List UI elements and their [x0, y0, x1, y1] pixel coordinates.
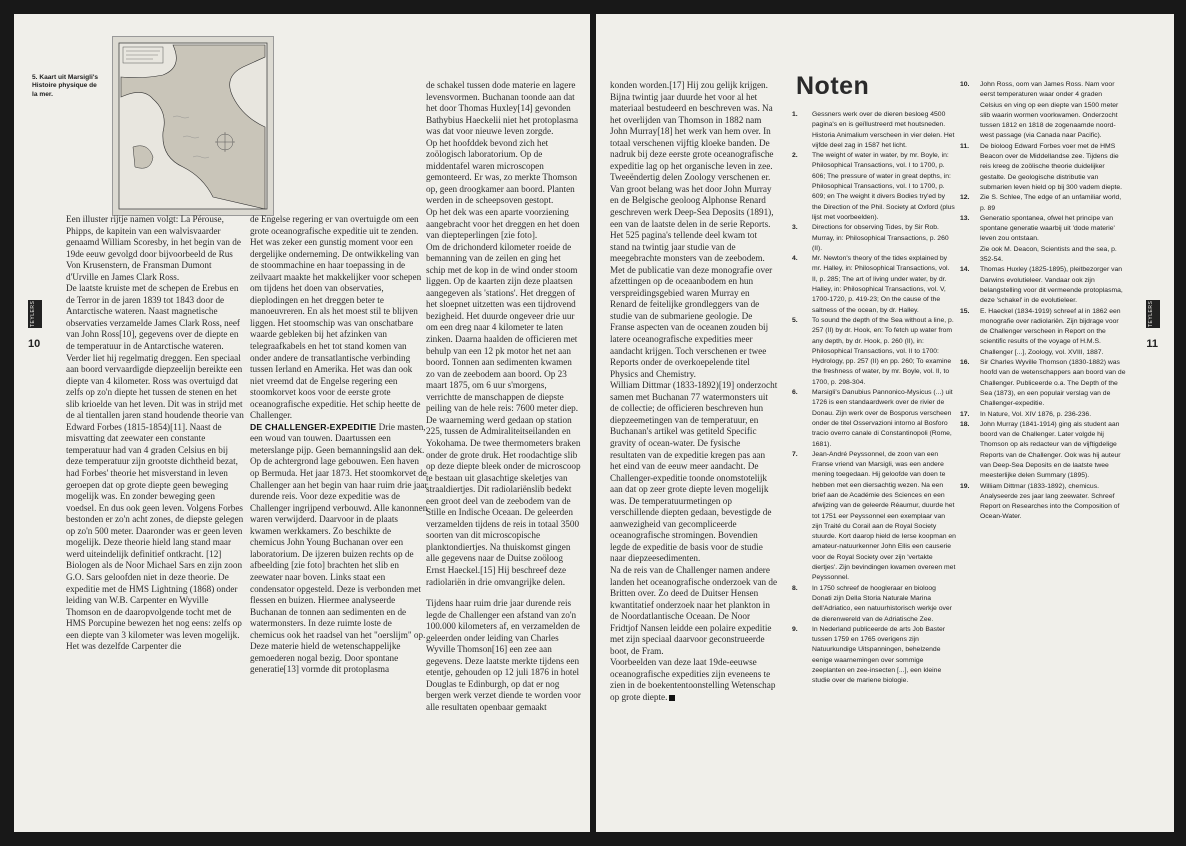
- end-mark-icon: [669, 695, 675, 701]
- note-item: [960, 265, 1126, 306]
- note-number: 13.: [960, 214, 970, 222]
- left-page: [14, 14, 590, 832]
- body-text: de schakel tussen dode materie en lagere levensvormen. Buchanan toonde aan dat het door Thomas Huxley[14] gevonden Bathybius Haeckelii niet het protoplasma was dat voor nieuwe leven zorgde. Op het hoofddek bevond zich het zoölogisch laboratorium. Op de middentafel waren microscopen gemonteerd. Er was, zo merkte Thomson op, geen droogkamer aan boord. Planten werden in de scheepsoven gestopt. Op het dek was een aparte voorziening aangebracht voor het dreggen en het doen van diepteperlingen [zie foto]. Om de drichonderd kilometer roeide de bemanning van de zeilen en ging het schip met de kop in de wind onder stoom liggen. Op de kaarten zijn deze plaatsen aangegeven als 'stations'. Het dreggen of het sloepnet uitzetten was een tijdrovend bezigheid. Het duurde ongeveer drie uur om een dreg naar 4 kilometer te laten zinken. Daarna haalden de officieren met behulp van een 12 pk motor het net aan boord. Tonnen aan sedimenten kwamen zo van de zeebodem aan boord. Op 23 maart 1875, om 6 uur s'morgens, verrichtte de manschappen de diepste peiling van de hele reis: 7600 meter diep. De waarneming werd gedaan op station 225, tussen de Admiraliteitseilanden en Yokohama. De twee thermometers braken onder de grote druk. Het roodachtige slib op deze diepte bleek onder de microscoop te bestaan uit glasachtige skeletjes van straaldiertjes. Dit radiolariënslib bedekt een groot deel van de zeebodem van de Stille en Indische Oceaan. De geleerden verzamelden tijdens de reis in totaal 3500 soorten van dit microscopische planktondiertjes. Na thuiskomst gingen alle gegevens naar de Duitse zoöloog Ernst Haeckel.[15] Hij beschreef deze radiolariën in drie omvangrijke delen.: [426, 80, 581, 587]
- note-number: 14.: [960, 266, 970, 274]
- map-illustration: [113, 37, 273, 215]
- note-item: [792, 584, 956, 625]
- note-text: Jean-André Peyssonnel, de zoon van een Franse vriend van Marsigli, was een andere mening toegedaan. Hij geloofde van doen te hebben met een diersachtig wezen. Na een brief aan de Académie des Sciences en een afwijzing van de geleerde Réaumur, duurde het tot 1751 eer Peyssonnel een exemplaar van zijn Traité du Corail aan de Royal Society stuurde. Kort daarop hield de Ierse koopman en amateur-natuurkenner John Ellis een causerie voor de Royal Society over zijn 'vertakte diertjes'. Zijn bevindingen kwamen overeen met Peyssonnel.: [812, 450, 956, 582]
- note-number: 7.: [792, 450, 798, 458]
- note-text: In 1750 schreef de hoogleraar en bioloog Donati zijn Della Storia Naturale Marina dell'Adriatico, een natuurhistorisch werkje over de dierenwereld van de Adriatische Zee.: [812, 584, 952, 623]
- note-number: 10.: [960, 81, 970, 88]
- notes-column-2: [960, 80, 1126, 810]
- note-number: 4.: [792, 255, 798, 263]
- note-number: 18.: [960, 420, 970, 428]
- note-item: [960, 482, 1126, 523]
- note-text: In Nature, Vol. XIV 1876, p. 236-236.: [980, 410, 1092, 418]
- notes-title: Noten: [796, 72, 870, 100]
- note-text: E. Haeckel (1834-1919) schreef al in 1862 een monografie over radiolariën. Zijn bijdrage voor de Challenger verscheen in Report on the scientific results of the voyage of H.M.S. Challenger [...], Zoology, vol. XVIII, 1887.: [980, 307, 1121, 356]
- note-text: William Dittmar (1833-1892), chemicus. Analyseerde zes jaar lang zeewater. Schreef Report on Researches into the Composition of Ocean-Water.: [980, 482, 1120, 521]
- note-number: 3.: [792, 224, 798, 232]
- note-text: De bioloog Edward Forbes voer met de HMS Beacon over de Middellandse zee. Tijdens die reis kreeg de zoölische theorie duidelijker gestalte. De geologische distributie van submarien leven hield op bij 300 vadem diepte.: [980, 142, 1123, 191]
- note-item: [792, 316, 956, 388]
- note-text: John Murray (1841-1914) ging als student aan boord van de Challenger. Later volgde hij Thomson op als redacteur van de vijftigdelige Reports van de Challenger. Ook was hij auteur van Deep-Sea Deposits en de laatste twee meesterlijke delen Summary (1895).: [980, 420, 1121, 480]
- note-item: [792, 254, 956, 316]
- note-number: 15.: [960, 307, 970, 315]
- note-number: 12.: [960, 194, 970, 202]
- note-text: In Nederland publiceerde de arts Job Baster tussen 1759 en 1765 overigens zijn Natuurkundige Uitspanningen, behelzende eenige waarnemingen over sommige zeeplanten en zee-insecten [...], een kleine studie over de mariene biologie.: [812, 625, 945, 685]
- note-item: [960, 410, 1126, 420]
- note-item: [792, 388, 956, 450]
- teylers-logo: TEYLERS: [28, 300, 42, 328]
- text-column-1: [66, 214, 244, 809]
- note-text: John Ross, oom van James Ross. Nam voor eerst temperaturen waar onder 4 graden Celsius en ving op een diepte van 1500 meter slib waarin wormen voorkwamen. Onderzocht tussen 1812 en 1818 de zogenaamde noord-west passage (via Canada naar Pacific).: [980, 81, 1119, 140]
- figure-caption: 5. Kaart uit Marsigli's Histoire physique de la mer.: [32, 74, 99, 98]
- text-column-4: [610, 80, 778, 810]
- note-number: 6.: [792, 389, 798, 397]
- body-text: Drie masten, een woud van touwen. Daartussen een meterslange pijp. Geen bemanningslid aan dek. Op de achtergrond lage gebouwen. Een haven op Bermuda. Het jaar 1873. Het stoomkorvet de Challenger aan het begin van haar ruim drie jaar durende reis. Voor deze expeditie was de Challenger ingrijpend verbouwd. Alle kanonnen waren verwijderd. Daarvoor in de plaats kwamen werkkamers. Zo beschikte de chemicus John Young Buchanan over een laboratorium. De ijzeren buizen rechts op de afbeelding [zie foto] brachten het slib en zeewater naar boven. Links staat een condensator opgesteld. Deze is verbonden met flessen en buizen. Hiermee analyseerde Buchanan de tonnen aan sedimenten en de watermonsters. In deze ruimte loste de chemicus ook het raadsel van het "oerslijm" op. Deze materie hield de wetenschappelijke gemoederen nogal bezig. Door spontane generatie[13] vormde dit protoplasma: [250, 421, 428, 675]
- note-text: The weight of water in water, by mr. Boyle, in: Philosophical Transactions, vol. I to 1700, p. 606; The pressure of water in great depths, in: Philosophical Transactions, vol. I to 1700, p. 609; en The weight it divers Bodies try'ed by the Direction of the Phil. Society at Oxford (plus lijst met voorbeelden).: [812, 152, 955, 221]
- note-item: [960, 358, 1126, 409]
- note-item: [960, 307, 1126, 358]
- note-item: [792, 151, 956, 223]
- note-number: 17.: [960, 410, 970, 418]
- note-number: 5.: [792, 316, 798, 324]
- note-text: Mr. Newton's theory of the tides explained by mr. Halley, in: Philosophical Transactions, vol. II, p. 285; The art of living under water, by dr. Halley, in: Philosophical Transactions, vol. V, 1700-1720, p. 419-23; On the cause of the saltness of the ocean, by dr. Halley.: [812, 255, 950, 314]
- note-item: [960, 420, 1126, 482]
- body-text: Tijdens haar ruim drie jaar durende reis legde de Challenger een afstand van zo'n 100.000 kilometers af, en verzamelden de geleerden onder leiding van Charles Wyville Thomson[16] een zee aan gegevens. Deze laatste merkte tijdens een etentje, gehouden op 12 juli 1876 in hotel Douglas te Edinburgh, op dat er nog bergen werk verzet diende te worden voor alle resultaten openbaar gemaakt: [426, 598, 581, 712]
- note-number: 16.: [960, 359, 970, 367]
- note-item: [792, 625, 956, 687]
- note-item: [792, 223, 956, 254]
- body-text: konden worden.[17] Hij zou gelijk krijgen. Bijna twintig jaar duurde het voor al het materiaal bestudeerd en beschreven was. Na het overlijden van Thomson in 1882 nam John Murray[18] het werk van hem over. In totaal verschenen vijftig kloeke banden. De nadruk bij deze eerste grote oceanografische expeditie lag op het organische leven in zee. Tweeëndertig delen Zoology verschenen er. Van groot belang was het door John Murray en de Belgische geoloog Alphonse Renard geschreven werk Deep-Sea Deposits (1891), een van de laatste delen in de serie Reports. Het 525 pagina's tellende deel kwam tot stand na twintig jaar studie van de meegebrachte monsters van de zeebodem. Met de publicatie van deze monografie over afzettingen op de oceaanbodem en hun verspreidingsgebied waren Murray en Renard de feitelijke grondleggers van de studie van de submariene geologie. De Franse aspecten van de oceanen zouden bij latere oceanografische expedities meer aandacht krijgen. Toch verschenen er twee Reports onder de overkoepelende titel Physics and Chemistry. William Dittmar (1833-1892)[19] onderzocht samen met Buchanan 77 watermonsters uit de collectie; de officieren beschreven hun diepzeemetingen van de temperatuur, en Buchanan's artikel was getiteld Specific gravity of ocean-water. De fysische resultaten van de expeditie kregen pas aan het eind van de eeuw meer aandacht. De Challenger-expeditie toonde onomstotelijk aan dat op zeer grote diepte leven mogelijk was. De temperatuurmetingen op verschillende diepten gedaan, bevestigde de aanwezigheid van gecompliceerde oceanografische stromingen. Bovendien legde de expeditie de basis voor de studie naar diepzeesedimenten. Na de reis van de Challenger namen andere landen het oceanografische onderzoek van de Britten over. Zo deed de Duitser Hensen kwantitatief onderzoek naar het plankton in de Noordatlantische Oceaan. De Noor Fridtjof Nansen leidde een polaire expeditie met zijn speciaal daarvoor geconstrueerde boot, de Fram. Voorbeelden van deze laat 19de-eeuwse oceanografische expedities zijn eveneens te zien in de boekententoonstelling Wetenschap op grote diepte.: [610, 80, 778, 702]
- right-page: [596, 14, 1174, 832]
- note-number: 1.: [792, 111, 798, 118]
- note-number: 9.: [792, 625, 798, 633]
- teylers-logo: TEYLERS: [1146, 300, 1160, 328]
- note-number: 19.: [960, 482, 970, 490]
- note-text: Gessners werk over de dieren besloeg 4500 pagina's en is geïllustreerd met houtsneden. Historia Animalium verscheen in vier delen. Het vijfde deel zag in 1587 het licht.: [812, 111, 955, 149]
- note-item: [960, 193, 1126, 214]
- note-item: [960, 142, 1126, 193]
- note-item: [960, 80, 1126, 142]
- note-text: Sir Charles Wyville Thomson (1830-1882) was hoofd van de wetenschappers aan boord van de Challenger. Publiceerde o.a. The Depth of the Sea (1873), en een populair verslag van de Challenger-expeditie.: [980, 359, 1126, 408]
- note-item: [792, 110, 956, 151]
- note-number: 11.: [960, 142, 970, 150]
- page-number: 11: [1146, 338, 1158, 350]
- section-heading: DE CHALLENGER-EXPEDITIE: [250, 421, 377, 432]
- note-number: 2.: [792, 152, 798, 160]
- note-text: Marsigli's Danubius Pannonico-Mysicus (...) uit 1726 is een standaardwerk over de rivier de Donau. Zijn werk over de Bosporus verscheen onder de titel Osservazioni intorno al Bosforo tracio overro canale di Constantinopoli (Rome, 1681).: [812, 389, 953, 448]
- notes-column-1: [792, 110, 956, 810]
- note-text: Zie S. Schlee, The edge of an unfamiliar world, p. 89: [980, 194, 1122, 212]
- map-figure: [112, 36, 274, 216]
- note-text: Thomas Huxley (1825-1895), pleitbezorger van Darwins evolutieleer. Vandaar ook zijn belangstelling voor dit vermeende protoplasma, deze 'schakel' in de evolutieleer.: [980, 266, 1123, 305]
- text-column-2: [250, 214, 428, 809]
- text-column-3: [426, 80, 582, 810]
- note-item: [792, 450, 956, 584]
- note-text: To sound the depth of the Sea without a line, p. 257 (II) by dr. Hook, en: To fetch up water from any depth, by dr. Hook, p. 260 (II), in: Philosophical Transactions, vol. II to 1700: Hydrology, pp. 257 (II) en pp. 260; To examine the freshness of water, by mr. Boyle, vol. II, to 1700, p. 298-304.: [812, 316, 954, 386]
- page-number: 10: [28, 338, 41, 350]
- body-text: de Engelse regering er van overtuigde om een grote oceanografische expeditie uit te zenden. Het was zeker een gunstig moment voor een dergelijke onderneming. De ontwikkeling van de stoommachine en haar toepassing in de zeilvaart maakte het makkelijker voor schepen om tijdens het doen van observaties, dieplodingen en het dreggen beter te manoeuvreren. En als het moest stil te blijven liggen. Het stoomschip was van onschatbare waarde gebleken bij het afzinken van telegraafkabels en het tot stand komen van onder andere de transatlantische verbinding tussen Ierland en Amerika. Het was dan ook niet vreemd dat de Engelse regering een stoomkorvet koos voor de eerste grote oceanografische expeditie. Het schip heette de Challenger.: [250, 214, 422, 421]
- note-item: [960, 214, 1126, 265]
- note-text: Generatio spontanea, ofwel het principe van spontane generatie waarbij uit 'dode materie' leven zou ontstaan. Zie ook M. Deacon, Scientists and the sea, p. 352-54.: [980, 214, 1117, 264]
- note-number: 8.: [792, 584, 798, 592]
- note-text: Directions for observing Tides, by Sir Rob. Murray, in: Philosophical Transactions, p. 260 (II).: [812, 224, 949, 252]
- body-text: Een illuster rijtje namen volgt: La Pérouse, Phipps, de kapitein van een walvisvaarder genaamd William Scoresby, in het begin van de 19de eeuw gevolgd door bijvoorbeeld de Rus Von Krusenstern, de Fransman Dumont d'Urville en James Clark Ross. De laatste kruiste met de schepen de Erebus en de Terror in de jaren 1839 tot 1843 door de Antarctische wateren. Naast magnetische observaties verzamelde James Clark Ross, neef van John Ross[10], gegevens over de diepte en de temperatuur in de Antarctische wateren. Verder liet hij regelmatig dreggen. Een speciaal aan boord vervaardigde diepzeelijn bereikte een diepte van 4 kilometer. Ross was overtuigd dat zelfs op zo'n diepte het tussen de stenen en het slib krioelde van het leven. Dit was in strijd met de al tientallen jaren stand houdende theorie van Edward Forbes (1815-1854)[11]. Naast de misvatting dat zeewater een constante temperatuur had van 4 graden Celsius en bij deze temperatuur zijn grootste dichtheid bezat, had Forbes' theorie het misverstand in leven geroepen dat op grote diepte geen beweging mogelijk was. En zonder beweging geen voedsel. En dus ook geen leven. Volgens Forbes bestonden er zo'n acht zones, de diepste gelegen op zo'n 500 meter. Daaronder was er geen leven mogelijk. Deze theorie hield lang stand maar werd uiteindelijk definitief ontkracht. [12] Biologen als de Noor Michael Sars en zijn zoon G.O. Sars geloofden niet in deze theorie. De expeditie met de HMS Lightning (1868) onder leiding van W.B. Carpenter en Wyville Thomson en de daaropvolgende tocht met de HMS Porcupine bewezen het nog eens: zelfs op een diepte van 3 kilometer was leven mogelijk. Het was dezelfde Carpenter die: [66, 214, 244, 652]
